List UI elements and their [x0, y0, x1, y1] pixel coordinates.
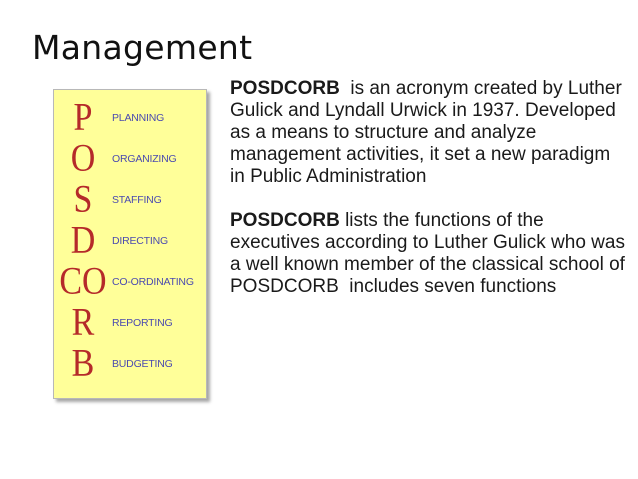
label-planning: PLANNING — [112, 112, 165, 124]
posdcorb-image — [53, 89, 207, 399]
label-budgeting: BUDGETING — [112, 358, 173, 370]
letter-o: O — [70, 137, 96, 180]
label-reporting: REPORTING — [112, 317, 173, 329]
paragraph-functions — [230, 210, 630, 298]
letter-p: P — [73, 96, 93, 139]
term-posdcorb-2: POSDCORB — [230, 210, 340, 231]
body-text — [230, 78, 630, 298]
posdcorb-row-budgeting — [54, 344, 173, 384]
posdcorb-row-directing — [54, 221, 168, 261]
posdcorb-row-staffing — [54, 180, 162, 220]
slide-title: Management — [32, 28, 253, 67]
posdcorb-row-organizing — [54, 139, 177, 179]
functions-text: lists the functions of the executives according to Luther Gulick who was a well known member of the classical school of POSDCORB includes seven functions — [230, 210, 631, 297]
letter-d: D — [70, 219, 96, 262]
definition-text: is an acronym created by Luther Gulick and Lyndall Urwick in 1937. Developed as a means to structure and analyze management activities, it set a new paradigm in Public Administration — [230, 78, 628, 187]
term-posdcorb: POSDCORB — [230, 78, 340, 99]
letter-b: B — [71, 342, 95, 385]
letter-s: S — [73, 178, 93, 221]
posdcorb-row-coordinating — [54, 262, 194, 302]
posdcorb-row-reporting — [54, 303, 172, 343]
label-directing: DIRECTING — [112, 235, 168, 247]
posdcorb-row-planning — [54, 98, 164, 138]
paragraph-definition — [230, 78, 630, 188]
label-coordinating: CO-ORDINATING — [112, 276, 194, 288]
label-staffing: STAFFING — [112, 194, 162, 206]
label-organizing: ORGANIZING — [112, 153, 177, 165]
letter-co: CO — [59, 260, 107, 303]
letter-r: R — [71, 301, 95, 344]
